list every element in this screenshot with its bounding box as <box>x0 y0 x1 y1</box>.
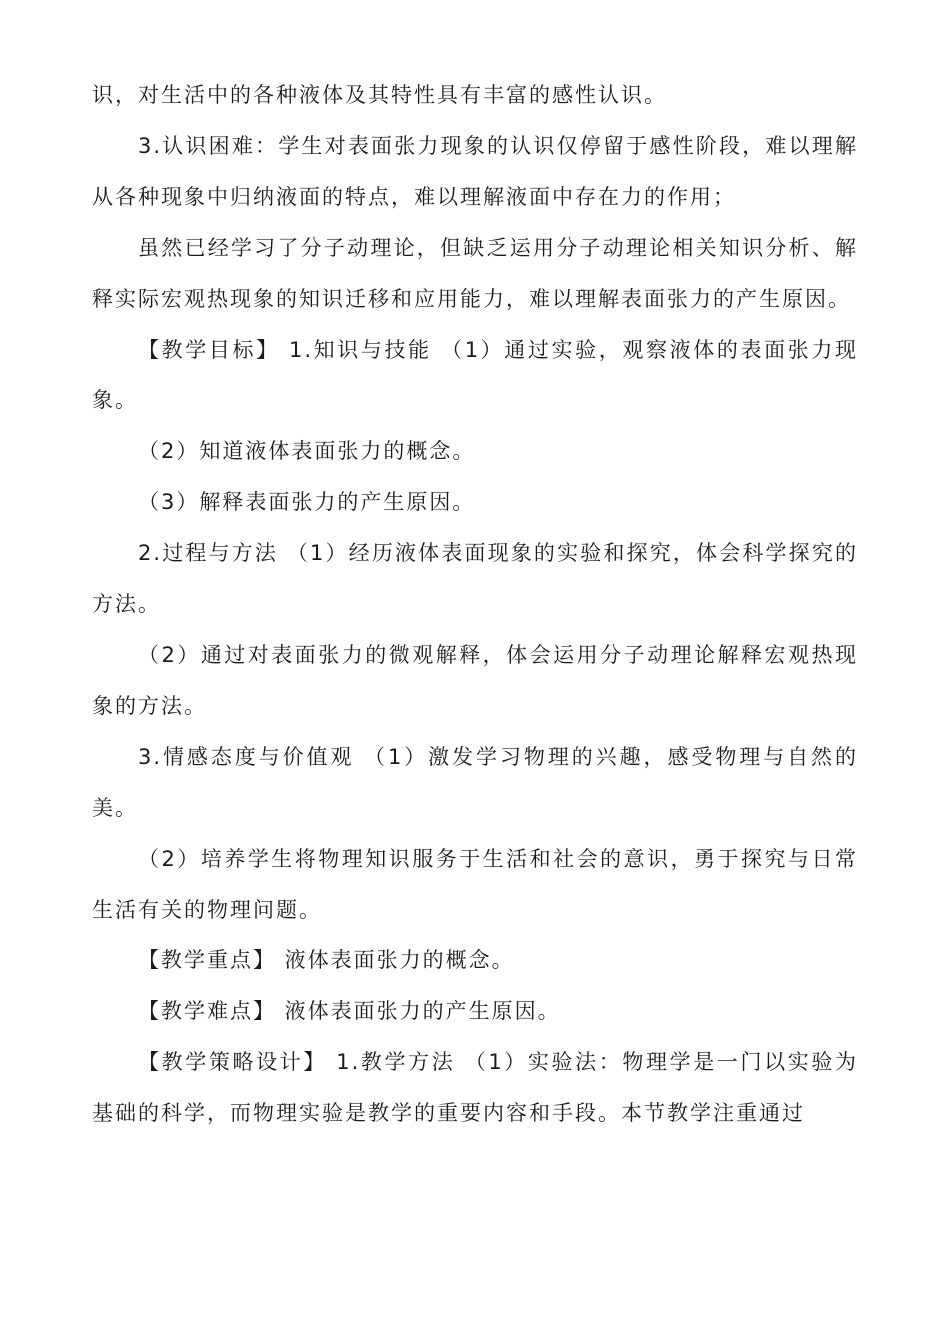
paragraph-10: （2）培养学生将物理知识服务于生活和社会的意识，勇于探究与日常生活有关的物理问题。 <box>92 846 858 922</box>
paragraph-5: （2）知道液体表面张力的概念。 <box>138 439 476 464</box>
paragraph-3: 虽然已经学习了分子动理论，但缺乏运用分子动理论相关知识分析、解释实际宏观热现象的知识迁移和应用能力，难以理解表面张力的产生原因。 <box>92 235 858 311</box>
paragraph-11: 【教学重点】 液体表面张力的概念。 <box>138 948 515 973</box>
paragraph-2: 3.认识困难：学生对表面张力现象的认识仅停留于感性阶段，难以理解从各种现象中归纳液面的特点，难以理解液面中存在力的作用； <box>92 133 858 209</box>
paragraph-8: （2）通过对表面张力的微观解释，体会运用分子动理论解释宏观热现象的方法。 <box>92 642 858 718</box>
paragraph-6: （3）解释表面张力的产生原因。 <box>138 490 476 515</box>
paragraph-7: 2.过程与方法 （1）经历液体表面现象的实验和探究，体会科学探究的方法。 <box>92 541 858 617</box>
paragraph-1: 识，对生活中的各种液体及其特性具有丰富的感性认识。 <box>92 83 667 107</box>
paragraph-12: 【教学难点】 液体表面张力的产生原因。 <box>138 999 561 1024</box>
paragraph-4: 【教学目标】 1.知识与技能 （1）通过实验，观察液体的表面张力现象。 <box>92 337 858 413</box>
paragraph-13: 【教学策略设计】 1.教学方法 （1）实验法：物理学是一门以实验为基础的科学，而物理实验是教学的重要内容和手段。本节教学注重通过 <box>92 1050 858 1126</box>
document-body <box>92 70 858 1139</box>
paragraph-9: 3.情感态度与价值观 （1）激发学习物理的兴趣，感受物理与自然的美。 <box>92 744 858 820</box>
